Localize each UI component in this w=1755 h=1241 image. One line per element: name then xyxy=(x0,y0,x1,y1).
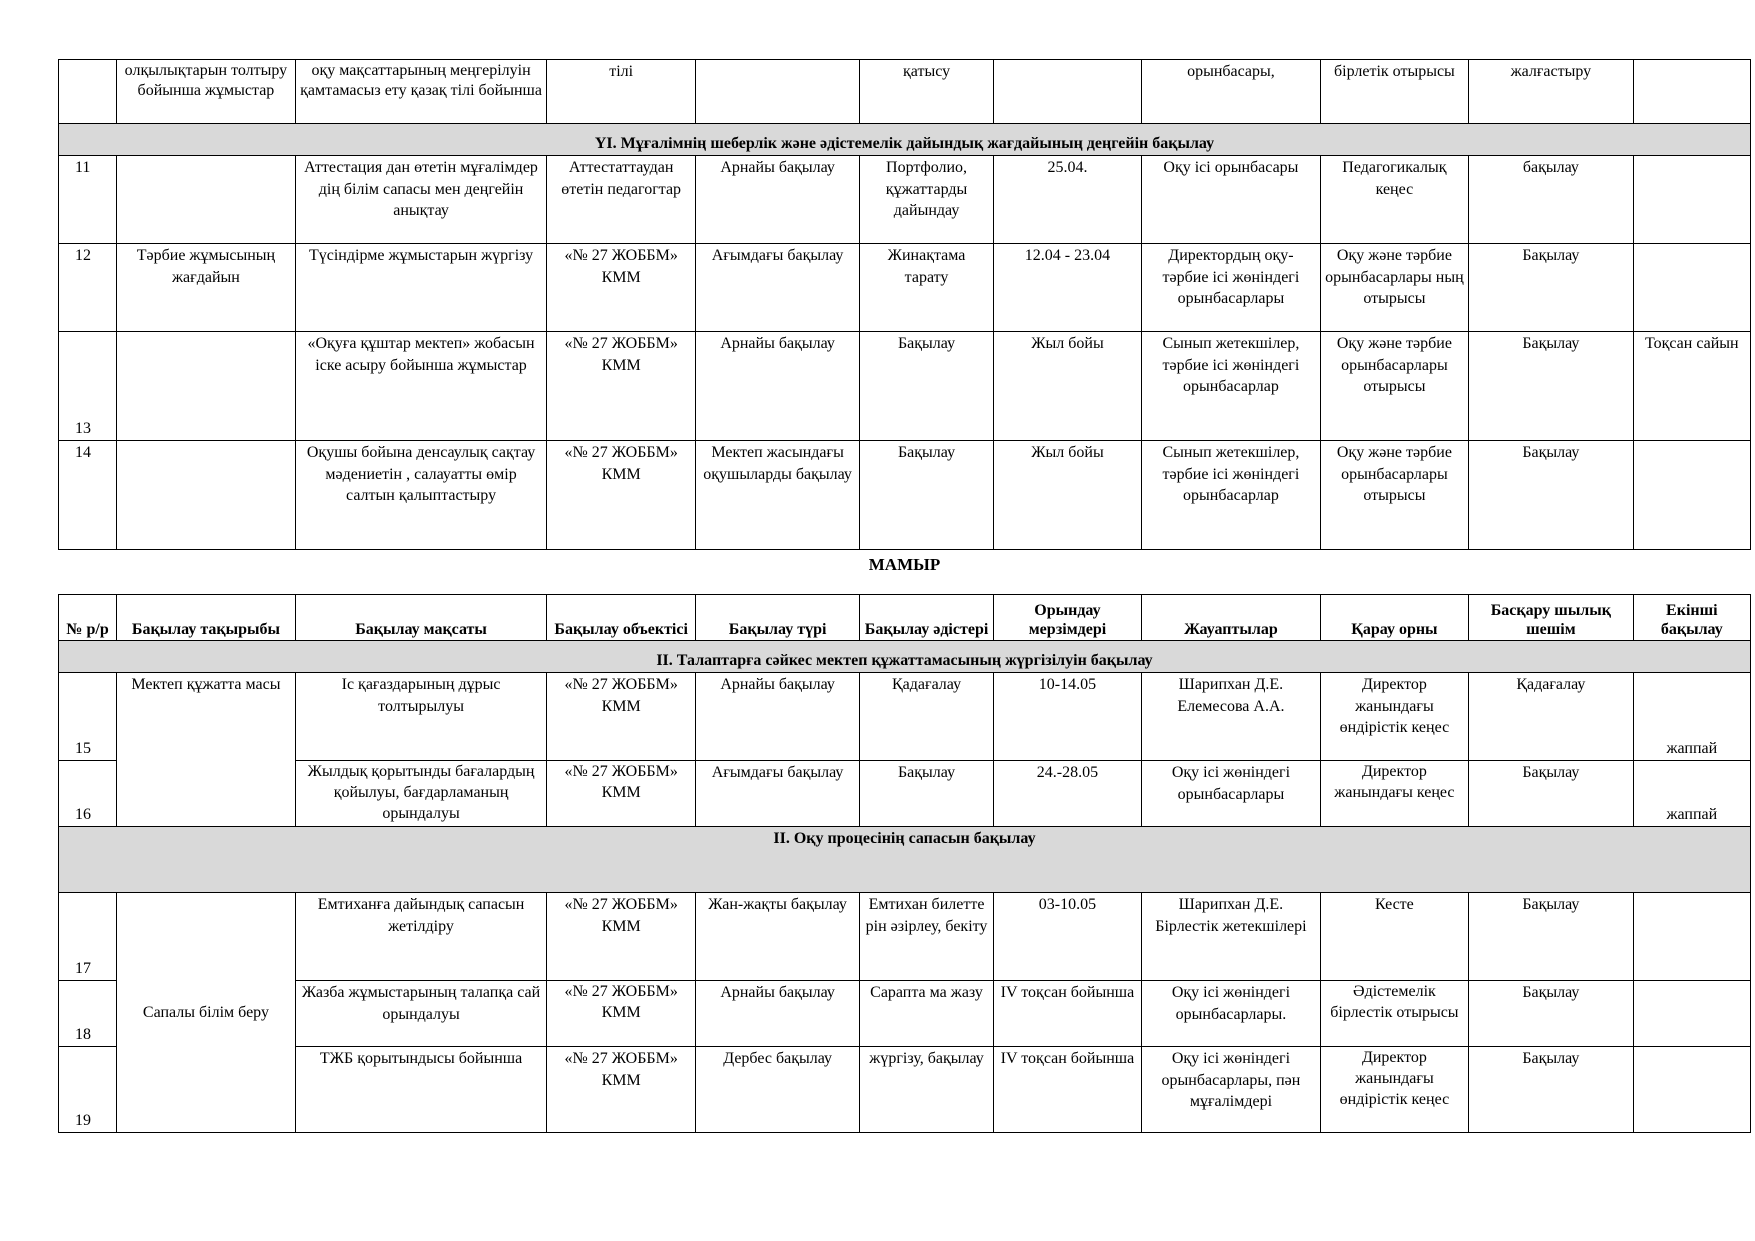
second-control-cell: жаппай xyxy=(1633,761,1750,827)
table-cell xyxy=(695,60,859,124)
table-cell: орынбасары, xyxy=(1142,60,1321,124)
method-cell: Портфолио, құжаттарды дайындау xyxy=(860,156,993,244)
goal-cell: Түсіндірме жұмыстарын жүргізу xyxy=(295,244,547,332)
table-row xyxy=(59,244,1751,332)
table-cell: оқу мақсаттарының меңгерілуін қамтамасыз ету қазақ тілі бойынша xyxy=(295,60,547,124)
type-cell: Арнайы бақылау xyxy=(695,332,859,441)
second-control-cell: жаппай xyxy=(1633,673,1750,761)
row-number: 18 xyxy=(59,981,117,1047)
method-cell: жүргізу, бақылау xyxy=(860,1047,993,1133)
table-row xyxy=(59,673,1751,761)
decision-cell: Бақылау xyxy=(1469,981,1633,1047)
place-cell: Директор жанындағы өндірістік кеңес xyxy=(1320,673,1468,761)
month-title: МАМЫР xyxy=(868,555,941,574)
column-header: Екінші бақылау xyxy=(1633,595,1750,641)
column-header: Бақылау объектісі xyxy=(547,595,695,641)
type-cell: Арнайы бақылау xyxy=(695,981,859,1047)
table-cell xyxy=(993,60,1141,124)
goal-cell: Жазба жұмыстарының талапқа сай орындалуы xyxy=(295,981,547,1047)
responsible-cell: Оқу ісі жөніндегі орынбасарлары. xyxy=(1142,981,1321,1047)
row-number: 12 xyxy=(59,244,117,332)
table-cell xyxy=(59,60,117,124)
place-cell: Директор жанындағы кеңес xyxy=(1320,761,1468,827)
date-cell: 12.04 - 23.04 xyxy=(993,244,1141,332)
goal-cell: Аттестация дан өтетін мұғалімдер дің білім сапасы мен деңгейін анықтау xyxy=(295,156,547,244)
date-cell: ІV тоқсан бойынша xyxy=(993,981,1141,1047)
date-cell: ІV тоқсан бойынша xyxy=(993,1047,1141,1133)
column-header: Қарау орны xyxy=(1320,595,1468,641)
method-cell: Сарапта ма жазу xyxy=(860,981,993,1047)
table-row xyxy=(59,60,1751,124)
table-row xyxy=(59,761,1751,827)
place-cell: Кесте xyxy=(1320,893,1468,981)
method-cell: Бақылау xyxy=(860,332,993,441)
table-cell: бірлетік отырысы xyxy=(1320,60,1468,124)
table-cell: қатысу xyxy=(860,60,993,124)
responsible-cell: Оқу ісі жөніндегі орынбасарлары, пән мұғалімдері xyxy=(1142,1047,1321,1133)
topic-cell xyxy=(117,156,296,244)
april-plan-table xyxy=(58,59,1751,550)
row-number: 15 xyxy=(59,673,117,761)
date-cell: 03-10.05 xyxy=(993,893,1141,981)
section-title: ІІ. Оқу процесінің сапасын бақылау xyxy=(59,827,1751,893)
decision-cell: Бақылау xyxy=(1469,244,1633,332)
goal-cell: Іс қағаздарының дұрыс толтырылуы xyxy=(295,673,547,761)
second-control-cell xyxy=(1633,981,1750,1047)
column-header: Жауаптылар xyxy=(1142,595,1321,641)
section-header-row xyxy=(59,124,1751,156)
goal-cell: ТЖБ қорытындысы бойынша xyxy=(295,1047,547,1133)
table-row xyxy=(59,156,1751,244)
responsible-cell: Шарипхан Д.Е. Бірлестік жетекшілері xyxy=(1142,893,1321,981)
place-cell: Оқу және тәрбие орынбасарлары отырысы xyxy=(1320,441,1468,550)
topic-cell xyxy=(117,332,296,441)
place-cell: Директор жанындағы өндірістік кеңес xyxy=(1320,1047,1468,1133)
object-cell: «№ 27 ЖОББМ» КММ xyxy=(547,244,695,332)
place-cell: Әдістемелік бірлестік отырысы xyxy=(1320,981,1468,1047)
decision-cell: Бақылау xyxy=(1469,893,1633,981)
object-cell: «№ 27 ЖОББМ» КММ xyxy=(547,1047,695,1133)
type-cell: Арнайы бақылау xyxy=(695,156,859,244)
column-header: Бақылау тақырыбы xyxy=(117,595,296,641)
date-cell: Жыл бойы xyxy=(993,441,1141,550)
object-cell: «№ 27 ЖОББМ» КММ xyxy=(547,332,695,441)
column-header: Орындау мерзімдері xyxy=(993,595,1141,641)
table-row xyxy=(59,332,1751,441)
object-cell: «№ 27 ЖОББМ» КММ xyxy=(547,761,695,827)
second-control-cell xyxy=(1633,244,1750,332)
row-number: 13 xyxy=(59,332,117,441)
object-cell: «№ 27 ЖОББМ» КММ xyxy=(547,441,695,550)
section-header-row xyxy=(59,827,1751,893)
second-control-cell xyxy=(1633,156,1750,244)
topic-cell xyxy=(117,441,296,550)
responsible-cell: Сынып жетекшілер, тәрбие ісі жөніндегі орынбасарлар xyxy=(1142,332,1321,441)
table-cell: жалғастыру xyxy=(1469,60,1633,124)
second-control-cell xyxy=(1633,441,1750,550)
row-number: 17 xyxy=(59,893,117,981)
table-cell xyxy=(1633,60,1750,124)
responsible-cell: Шарипхан Д.Е. Елемесова А.А. xyxy=(1142,673,1321,761)
header-row xyxy=(59,595,1751,641)
object-cell: Аттестаттаудан өтетін педагогтар xyxy=(547,156,695,244)
place-cell: Педагогикалық кеңес xyxy=(1320,156,1468,244)
section-title: ҮІ. Мұғалімнің шеберлік және әдістемелік дайындық жағдайының деңгейін бақылау xyxy=(59,124,1751,156)
method-cell: Бақылау xyxy=(860,441,993,550)
table-row xyxy=(59,441,1751,550)
goal-cell: Жылдық қорытынды бағалардың қойылуы, бағдарламаның орындалуы xyxy=(295,761,547,827)
column-header: Бақылау түрі xyxy=(695,595,859,641)
place-cell: Оқу және тәрбие орынбасарлары ның отырысы xyxy=(1320,244,1468,332)
method-cell: Жинақтама тарату xyxy=(860,244,993,332)
decision-cell: Бақылау xyxy=(1469,441,1633,550)
table-cell: олқылықтарын толтыру бойынша жұмыстар xyxy=(117,60,296,124)
topic-cell: Мектеп құжатта масы xyxy=(117,673,296,827)
type-cell: Дербес бақылау xyxy=(695,1047,859,1133)
row-number: 16 xyxy=(59,761,117,827)
second-control-cell xyxy=(1633,893,1750,981)
date-cell: 25.04. xyxy=(993,156,1141,244)
type-cell: Мектеп жасындағы оқушыларды бақылау xyxy=(695,441,859,550)
type-cell: Ағымдағы бақылау xyxy=(695,244,859,332)
table-row xyxy=(59,893,1751,981)
column-header: Бақылау мақсаты xyxy=(295,595,547,641)
goal-cell: Емтиханға дайындық сапасын жетілдіру xyxy=(295,893,547,981)
topic-cell: Сапалы білім беру xyxy=(117,893,296,1133)
date-cell: 24.-28.05 xyxy=(993,761,1141,827)
section-title: ІІ. Талаптарға сәйкес мектеп құжаттамасының жүргізілуін бақылау xyxy=(59,641,1751,673)
method-cell: Қадағалау xyxy=(860,673,993,761)
goal-cell: «Оқуға құштар мектеп» жобасын іске асыру бойынша жұмыстар xyxy=(295,332,547,441)
column-header: Бақылау әдістері xyxy=(860,595,993,641)
decision-cell: Бақылау xyxy=(1469,761,1633,827)
object-cell: «№ 27 ЖОББМ» КММ xyxy=(547,893,695,981)
section-header-row xyxy=(59,641,1751,673)
row-number: 14 xyxy=(59,441,117,550)
topic-cell: Тәрбие жұмысының жағдайын xyxy=(117,244,296,332)
object-cell: «№ 27 ЖОББМ» КММ xyxy=(547,981,695,1047)
decision-cell: Қадағалау xyxy=(1469,673,1633,761)
second-control-cell: Тоқсан сайын xyxy=(1633,332,1750,441)
may-plan-table xyxy=(58,594,1751,1133)
row-number: 11 xyxy=(59,156,117,244)
decision-cell: Бақылау xyxy=(1469,1047,1633,1133)
place-cell: Оқу және тәрбие орынбасарлары отырысы xyxy=(1320,332,1468,441)
second-control-cell xyxy=(1633,1047,1750,1133)
type-cell: Ағымдағы бақылау xyxy=(695,761,859,827)
table-row xyxy=(59,1047,1751,1133)
responsible-cell: Оқу ісі орынбасары xyxy=(1142,156,1321,244)
column-header: Басқару шылық шешім xyxy=(1469,595,1633,641)
method-cell: Бақылау xyxy=(860,761,993,827)
row-number: 19 xyxy=(59,1047,117,1133)
method-cell: Емтихан билетте рін әзірлеу, бекіту xyxy=(860,893,993,981)
column-header: № р/р xyxy=(59,595,117,641)
decision-cell: Бақылау xyxy=(1469,332,1633,441)
responsible-cell: Оқу ісі жөніндегі орынбасарлары xyxy=(1142,761,1321,827)
responsible-cell: Сынып жетекшілер, тәрбие ісі жөніндегі орынбасарлар xyxy=(1142,441,1321,550)
date-cell: Жыл бойы xyxy=(993,332,1141,441)
type-cell: Жан-жақты бақылау xyxy=(695,893,859,981)
table-row xyxy=(59,981,1751,1047)
decision-cell: бақылау xyxy=(1469,156,1633,244)
date-cell: 10-14.05 xyxy=(993,673,1141,761)
responsible-cell: Директордың оқу-тәрбие ісі жөніндегі орынбасарлары xyxy=(1142,244,1321,332)
table-cell: тілі xyxy=(547,60,695,124)
goal-cell: Оқушы бойына денсаулық сақтау мәдениетін , салауатты өмір салтын қалыптастыру xyxy=(295,441,547,550)
object-cell: «№ 27 ЖОББМ» КММ xyxy=(547,673,695,761)
type-cell: Арнайы бақылау xyxy=(695,673,859,761)
